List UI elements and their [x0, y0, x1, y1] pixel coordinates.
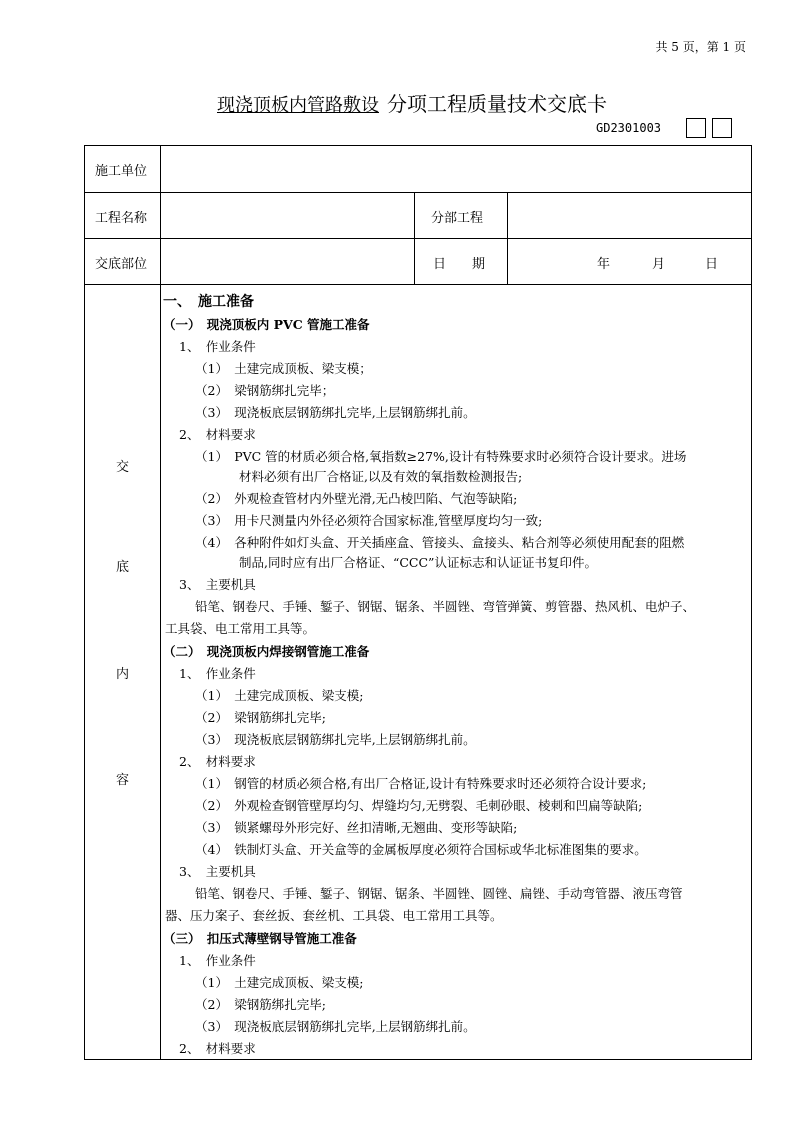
item-heading: 1、 作业条件	[179, 666, 256, 681]
unit-label: 施工单位	[95, 164, 148, 179]
list-item: （3） 现浇板底层钢筋绑扎完毕,上层钢筋绑扎前。	[195, 1019, 476, 1034]
row-construction-unit	[85, 146, 751, 193]
list-item: （2） 梁钢筋绑扎完毕；	[195, 383, 335, 398]
document-title	[0, 88, 800, 117]
list-item-cont: 制品,同时应有出厂合格证、“CCC”认证标志和认证证书复印件。	[239, 555, 597, 570]
page-number: 共 5 页，第 1 页	[655, 40, 746, 54]
item-heading: 2、 材料要求	[179, 1041, 256, 1056]
list-item: （1） 土建完成顶板、梁支模;	[195, 975, 364, 990]
day-label: 日	[705, 257, 719, 272]
list-item: （2） 外观检查钢管壁厚均匀、焊缝均匀,无劈裂、毛刺砂眼、棱刺和凹扁等缺陷;	[195, 798, 643, 813]
list-item: （3） 现浇板底层钢筋绑扎完毕,上层钢筋绑扎前。	[195, 405, 476, 420]
side-char-4: 容	[115, 773, 129, 788]
date-label: 日 期	[433, 257, 486, 272]
list-item: （3） 锁紧螺母外形完好、丝扣清晰,无翘曲、变形等缺陷;	[195, 820, 518, 835]
subsection-title: （二） 现浇顶板内焊接钢管施工准备	[163, 644, 370, 659]
list-item: （2） 梁钢筋绑扎完毕;	[195, 997, 326, 1012]
month-label: 月	[652, 257, 666, 272]
item-heading: 2、 材料要求	[179, 427, 256, 442]
section-heading: 一、 施工准备	[163, 294, 254, 310]
side-label	[85, 285, 161, 1059]
disclosure-form	[84, 145, 752, 1060]
list-item: （1） 钢管的材质必须合格,有出厂合格证,设计有特殊要求时还必须符合设计要求;	[195, 776, 647, 791]
item-heading: 3、 主要机具	[179, 577, 256, 592]
item-heading: 2、 材料要求	[179, 754, 256, 769]
list-item-cont: 材料必须有出厂合格证,以及有效的氧指数检测报告;	[239, 469, 523, 484]
tools-text-cont: 工具袋、电工常用工具等。	[165, 621, 316, 636]
side-char-3: 内	[115, 667, 129, 682]
list-item: （1） 土建完成顶板、梁支模；	[195, 361, 372, 376]
checkbox-1[interactable]	[686, 118, 706, 138]
tools-text: 铅笔、钢卷尺、手锤、錾子、钢锯、锯条、半圆锉、圆锉、扁锉、手动弯管器、液压弯管	[195, 886, 683, 901]
list-item: （3） 用卡尺测量内外径必须符合国家标准,管壁厚度均匀一致;	[195, 513, 543, 528]
tools-text: 铅笔、钢卷尺、手锤、錾子、钢锯、锯条、半圆锉、弯管弹簧、剪管器、热风机、电炉子、	[195, 599, 696, 614]
side-char-1: 交	[115, 460, 129, 475]
side-char-2: 底	[115, 560, 129, 575]
row-project-name	[85, 193, 751, 239]
item-heading: 3、 主要机具	[179, 864, 256, 879]
list-item: （1） 土建完成顶板、梁支模;	[195, 688, 364, 703]
part-label: 交底部位	[95, 257, 148, 272]
project-label: 工程名称	[95, 211, 148, 226]
year-label: 年	[597, 257, 611, 272]
disclosure-body	[85, 285, 751, 1059]
row-disclosure-part	[85, 239, 751, 285]
list-item: （2） 外观检查管材内外壁光滑,无凸棱凹陷、气泡等缺陷;	[195, 491, 518, 506]
list-item: （2） 梁钢筋绑扎完毕;	[195, 710, 326, 725]
checkbox-2[interactable]	[712, 118, 732, 138]
tools-text-cont: 器、压力案子、套丝扳、套丝机、工具袋、电工常用工具等。	[165, 908, 503, 923]
list-item: （4） 铁制灯头盒、开关盒等的金属板厚度必须符合国标或华北标准图集的要求。	[195, 842, 647, 857]
title-subject: 现浇顶板内管路敷设	[217, 95, 379, 116]
content-area	[161, 285, 751, 1059]
division-label: 分部工程	[431, 211, 484, 226]
list-item: （1） PVC 管的材质必须合格,氧指数≥27%,设计有特殊要求时必须符合设计要求。进场	[195, 449, 687, 464]
subsection-title: （一） 现浇顶板内 PVC 管施工准备	[163, 317, 370, 332]
list-item: （4） 各种附件如灯头盒、开关插座盒、管接头、盒接头、粘合剂等必须使用配套的阻燃	[195, 535, 685, 550]
title-main: 分项工程质量技术交底卡	[387, 92, 607, 116]
item-heading: 1、 作业条件	[179, 953, 256, 968]
list-item: （3） 现浇板底层钢筋绑扎完毕,上层钢筋绑扎前。	[195, 732, 476, 747]
subsection-title: （三） 扣压式薄壁钢导管施工准备	[163, 931, 357, 946]
document-code: GD2301003	[596, 121, 662, 135]
item-heading: 1、 作业条件	[179, 339, 256, 354]
